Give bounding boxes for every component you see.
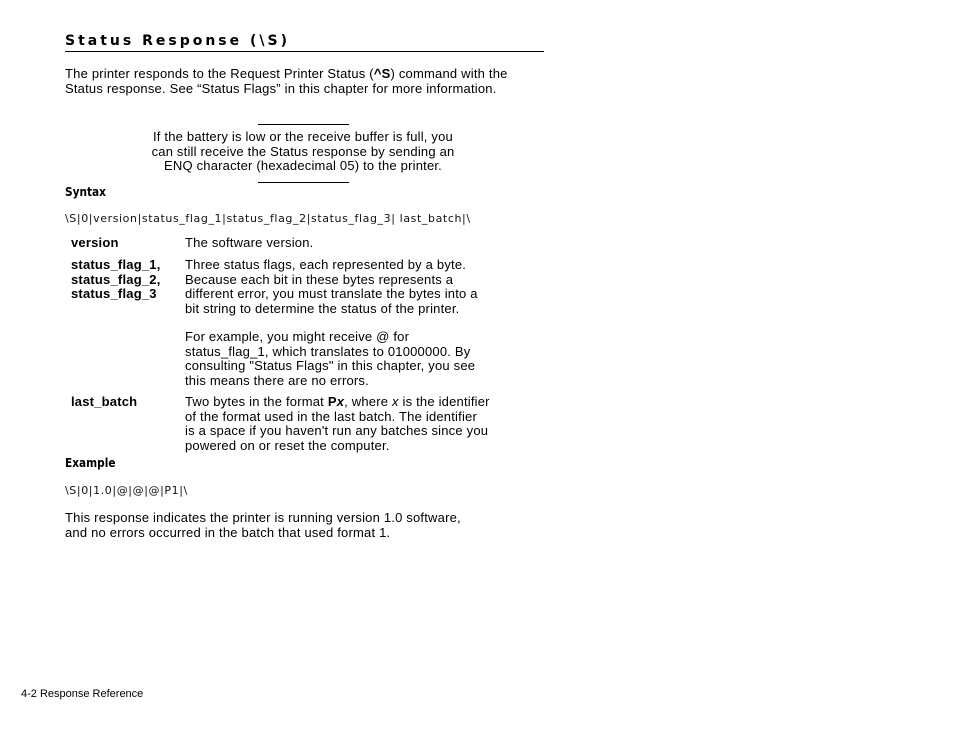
param-flags-def: Three status flags, each represented by a byte. Because each bit in these bytes represents a different error, you must translate the bytes into a bit string to determine the status of the printer. xyxy=(185,257,478,316)
param-flags-term: status_flag_1, status_flag_2, status_flag_3 xyxy=(71,257,161,302)
note-block xyxy=(128,130,478,174)
intro-command: ^S xyxy=(373,66,391,81)
note-top-rule xyxy=(258,124,349,125)
syntax-code: \S|0|version|status_flag_1|status_flag_2|status_flag_3| last_batch|\ xyxy=(65,212,471,225)
section-heading: Status Response (\S) xyxy=(65,33,544,52)
page-footer: 4-2 Response Reference xyxy=(21,688,144,700)
example-label: Example xyxy=(65,456,116,470)
intro-after: ) command with the Status response. See “Status Flags” in this chapter for more information. xyxy=(65,66,508,96)
param-version-def: The software version. xyxy=(185,235,314,250)
note-line-2: can still receive the Status response by sending an xyxy=(151,143,455,159)
param-version-term: version xyxy=(71,235,119,250)
param-batch-def: Two bytes in the format Px, where x is the identifier of the format used in the last batch. The identifier is a space if you haven't run any batches since you powered on or reset the computer. xyxy=(185,394,490,453)
example-description: This response indicates the printer is running version 1.0 software, and no errors occurred in the batch that used format 1. xyxy=(65,510,461,540)
note-line-3: ENQ character (hexadecimal 05) to the printer. xyxy=(164,158,442,174)
example-code: \S|0|1.0|@|@|@|P1|\ xyxy=(65,484,188,497)
param-batch-term: last_batch xyxy=(71,394,138,409)
param-flags-example: For example, you might receive @ for status_flag_1, which translates to 01000000. By consulting "Status Flags" in this chapter, you see this means there are no errors. xyxy=(185,329,476,388)
syntax-label: Syntax xyxy=(65,185,107,199)
intro-paragraph xyxy=(65,67,545,96)
intro-before: The printer responds to the Request Printer Status ( xyxy=(65,66,374,81)
note-bottom-rule xyxy=(258,182,349,183)
note-line-1: If the battery is low or the receive buffer is full, you xyxy=(153,129,453,144)
